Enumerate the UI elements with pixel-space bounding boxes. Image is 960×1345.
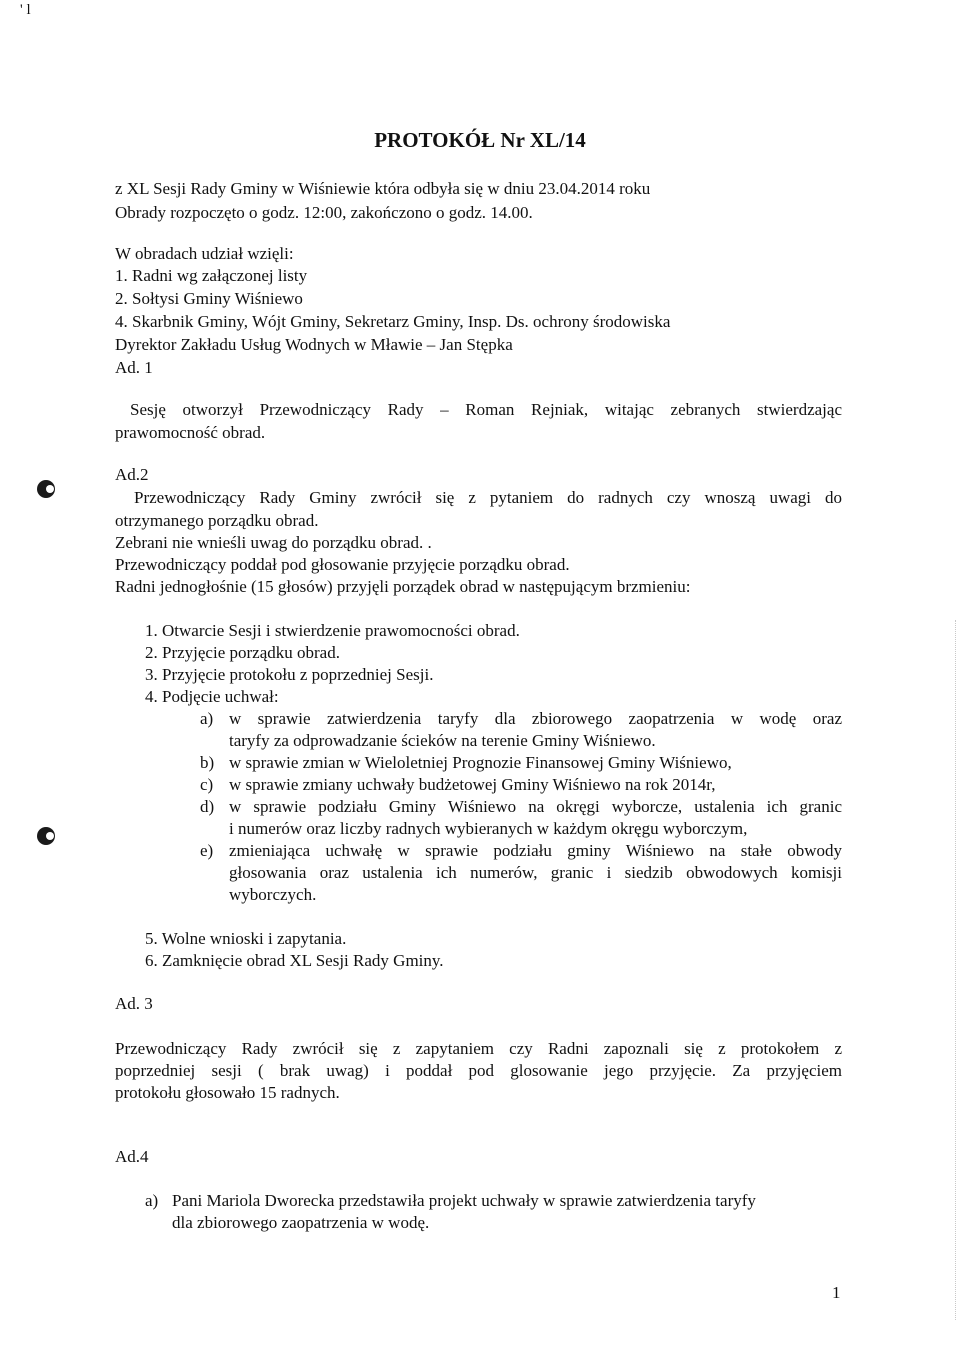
ad2-line-1: Przewodniczący Rady Gminy zwrócił się z pytaniem do radnych czy wnoszą uwagi do — [134, 488, 842, 507]
ad3-label: Ad. 3 — [115, 994, 153, 1013]
participant-item: Dyrektor Zakładu Usług Wodnych w Mławie – Jan Stępka — [115, 335, 513, 354]
participant-item: 4. Skarbnik Gminy, Wójt Gminy, Sekretarz Gminy, Insp. Ds. ochrony środowiska — [115, 312, 671, 331]
participant-item: 1. Radni wg załączonej listy — [115, 266, 308, 285]
resolution-label-d: d) — [200, 797, 215, 816]
resolution-e-line-2: głosowania oraz ustalenia ich numerów, granic i siedzib obwodowych komisji — [229, 863, 842, 882]
ad2-line-5: Radni jednogłośnie (15 głosów) przyjęli porządek obrad w następującym brzmieniu: — [115, 577, 691, 596]
participant-item: 2. Sołtysi Gminy Wiśniewo — [115, 289, 303, 308]
ad3-line-3: protokołu głosowało 15 radnych. — [115, 1083, 340, 1102]
document-title: PROTOKÓŁ Nr XL/14 — [374, 128, 586, 152]
ad1-line-2: prawomocność obrad. — [115, 423, 266, 442]
intro-line-2: Obrady rozpoczęto o godz. 12:00, zakończono o godz. 14.00. — [115, 203, 533, 222]
intro-line-1: z XL Sesji Rady Gminy w Wiśniewie która odbyła się w dniu 23.04.2014 roku — [115, 179, 651, 198]
ad1-label: Ad. 1 — [115, 358, 153, 377]
agenda-item: 5. Wolne wnioski i zapytania. — [145, 929, 347, 948]
resolution-b-line-1: w sprawie zmian w Wieloletniej Prognozie Finansowej Gminy Wiśniewo, — [229, 753, 732, 772]
ad3-line-1: Przewodniczący Rady zwrócił się z zapytaniem czy Radni zapoznali się z protokołem z — [115, 1039, 842, 1058]
resolution-e-line-3: wyborczych. — [229, 885, 317, 904]
agenda-item: 2. Przyjęcie porządku obrad. — [145, 643, 340, 662]
ad4-line-2: dla zbiorowego zaopatrzenia w wodę. — [172, 1213, 430, 1232]
corner-mark: ' l — [20, 2, 31, 18]
resolution-label-e: e) — [200, 841, 214, 860]
resolution-a-line-1: w sprawie zatwierdzenia taryfy dla zbiorowego zaopatrzenia w wodę oraz — [229, 709, 842, 728]
ad2-label: Ad.2 — [115, 465, 149, 484]
ad2-line-2: otrzymanego porządku obrad. — [115, 511, 319, 530]
ad4-line-1: Pani Mariola Dworecka przedstawiła projekt uchwały w sprawie zatwierdzenia taryfy — [172, 1191, 756, 1210]
resolution-d-line-2: i numerów oraz liczby radnych wybieranych w każdym okręgu wyborczym, — [229, 819, 748, 838]
ad4-item-label: a) — [145, 1191, 159, 1210]
agenda-item: 1. Otwarcie Sesji i stwierdzenie prawomocności obrad. — [145, 621, 520, 640]
resolution-a-line-2: taryfy za odprowadzanie ścieków na terenie Gminy Wiśniewo. — [229, 731, 656, 750]
resolution-c-line-1: w sprawie zmiany uchwały budżetowej Gminy Wiśniewo na rok 2014r, — [229, 775, 716, 794]
ad2-line-3: Zebrani nie wnieśli uwag do porządku obrad. . — [115, 533, 432, 552]
agenda-item: 6. Zamknięcie obrad XL Sesji Rady Gminy. — [145, 951, 444, 970]
punch-hole-top — [37, 480, 55, 498]
ad1-line-1: Sesję otworzył Przewodniczący Rady – Roman Rejniak, witając zebranych stwierdzając — [130, 400, 842, 419]
ad4-label: Ad.4 — [115, 1147, 149, 1166]
resolution-e-line-1: zmieniająca uchwałę w sprawie podziału gminy Wiśniewo na stałe obwody — [229, 841, 842, 860]
resolution-label-b: b) — [200, 753, 215, 772]
ad3-line-2: poprzedniej sesji ( brak uwag) i poddał pod glosowanie jego przyjęcie. Za przyjęciem — [115, 1061, 842, 1080]
page-number: 1 — [832, 1283, 841, 1302]
resolution-label-a: a) — [200, 709, 214, 728]
punch-hole-bottom — [37, 827, 55, 845]
ad2-line-4: Przewodniczący poddał pod głosowanie przyjęcie porządku obrad. — [115, 555, 570, 574]
resolution-label-c: c) — [200, 775, 214, 794]
participants-heading: W obradach udział wzięli: — [115, 244, 294, 263]
resolution-d-line-1: w sprawie podziału Gminy Wiśniewo na okręgi wyborcze, ustalenia ich granic — [229, 797, 842, 816]
agenda-item: 4. Podjęcie uchwał: — [145, 687, 279, 706]
page-edge-line — [954, 620, 956, 1320]
agenda-item: 3. Przyjęcie protokołu z poprzedniej Sesji. — [145, 665, 434, 684]
